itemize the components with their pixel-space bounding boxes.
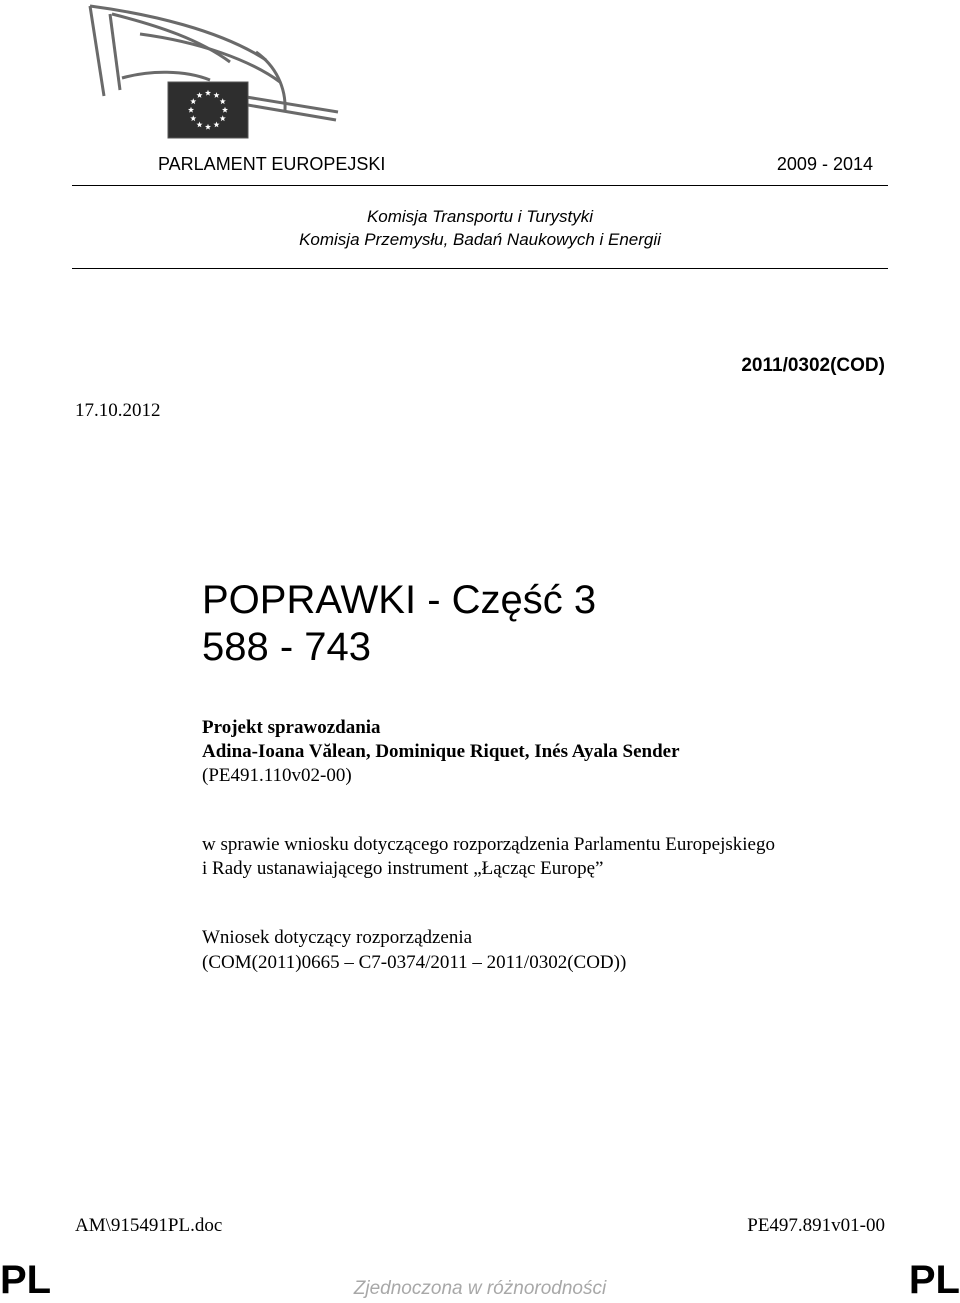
- committee-name: Komisja Przemysłu, Badań Naukowych i Energii: [299, 230, 661, 249]
- subject-line: w sprawie wniosku dotyczącego rozporządzenia Parlamentu Europejskiego: [202, 834, 775, 855]
- language-code-left: PL: [0, 1258, 52, 1302]
- european-parliament-logo: [80, 0, 350, 150]
- title-line: POPRAWKI - Część 3: [202, 578, 597, 622]
- proposal-reference: (COM(2011)0665 – C7-0374/2011 – 2011/0302(COD)): [202, 952, 627, 973]
- draft-label: Projekt sprawozdania: [202, 717, 381, 738]
- document-date: 17.10.2012: [75, 400, 161, 421]
- pe-number: PE497.891v01-00: [747, 1215, 885, 1236]
- language-code-right: PL: [908, 1258, 960, 1302]
- parliamentary-term: 2009 - 2014: [776, 154, 873, 174]
- proposal-block: [202, 925, 626, 975]
- document-file-reference: AM\915491PL.doc: [75, 1215, 223, 1236]
- header-divider-bottom: [72, 268, 888, 269]
- draft-reference: (PE491.110v02-00): [202, 765, 352, 786]
- rapporteurs: Adina-Ioana Vălean, Dominique Riquet, Inés Ayala Sender: [202, 741, 680, 762]
- subject-line: i Rady ustanawiającego instrument „Łącząc Europę”: [202, 858, 604, 879]
- amendment-range: 588 - 743: [202, 625, 372, 669]
- committee-name: Komisja Transportu i Turystyki: [366, 207, 594, 226]
- document-title: [202, 577, 596, 671]
- proposal-label: Wniosek dotyczący rozporządzenia: [202, 927, 473, 948]
- header-divider-top: [72, 185, 888, 186]
- organization-name: PARLAMENT EUROPEJSKI: [158, 154, 386, 174]
- eu-flag-icon: [168, 82, 248, 138]
- draft-report-block: [202, 716, 680, 788]
- procedure-number: 2011/0302(COD): [741, 355, 885, 376]
- subject-block: [202, 833, 775, 881]
- eu-motto: Zjednoczona w różnorodności: [353, 1278, 607, 1299]
- committees-block: [72, 205, 888, 251]
